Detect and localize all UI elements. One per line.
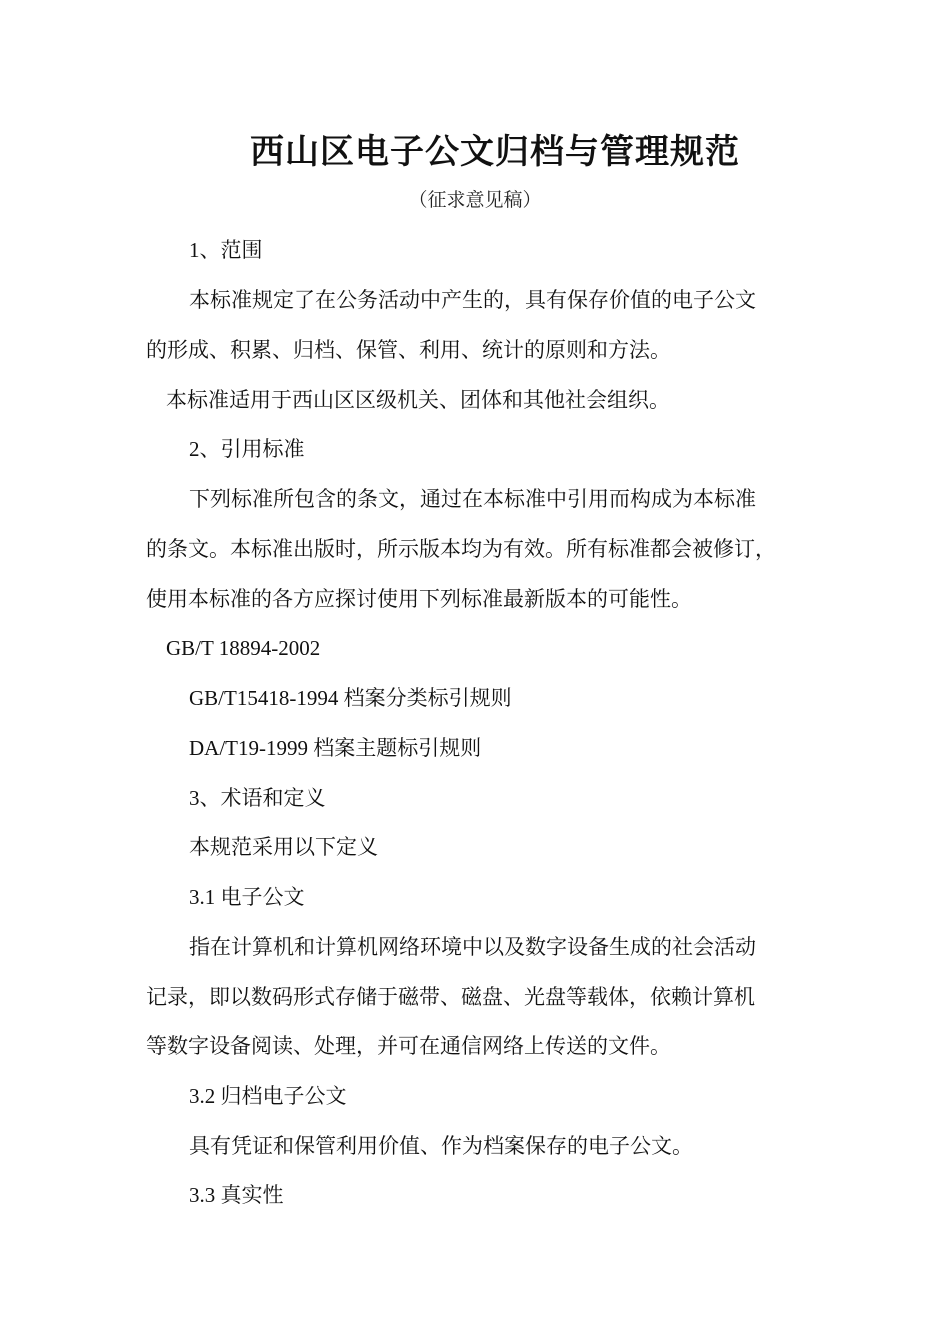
reference-item: GB/T15418-1994 档案分类标引规则 bbox=[189, 686, 512, 710]
paragraph-line: 指在计算机和计算机网络环境中以及数字设备生成的社会活动 bbox=[189, 935, 756, 959]
document-subtitle: （征求意见稿） bbox=[408, 189, 542, 211]
paragraph-line: 具有凭证和保管利用价值、作为档案保存的电子公文。 bbox=[189, 1134, 693, 1158]
section-heading-terms: 3、术语和定义 bbox=[189, 786, 326, 810]
paragraph-line: 记录，即以数码形式存储于磁带、磁盘、光盘等载体，依赖计算机 bbox=[146, 985, 755, 1009]
section-heading-references: 2、引用标准 bbox=[189, 437, 305, 461]
subsection-heading: 3.3 真实性 bbox=[189, 1183, 284, 1207]
paragraph-line: 使用本标准的各方应探讨使用下列标准最新版本的可能性。 bbox=[146, 587, 692, 611]
document-title: 西山区电子公文归档与管理规范 bbox=[250, 132, 740, 172]
reference-item: GB/T 18894-2002 bbox=[166, 636, 321, 660]
paragraph-line: 本标准适用于西山区区级机关、团体和其他社会组织。 bbox=[166, 388, 670, 412]
paragraph-line: 本标准规定了在公务活动中产生的，具有保存价值的电子公文 bbox=[189, 288, 756, 312]
reference-item: DA/T19-1999 档案主题标引规则 bbox=[189, 736, 482, 760]
paragraph-line: 本规范采用以下定义 bbox=[189, 835, 378, 859]
paragraph-line: 等数字设备阅读、处理，并可在通信网络上传送的文件。 bbox=[146, 1034, 671, 1058]
paragraph-line: 的形成、积累、归档、保管、利用、统计的原则和方法。 bbox=[146, 338, 671, 362]
section-heading-scope: 1、范围 bbox=[189, 238, 263, 262]
paragraph-line: 的条文。本标准出版时，所示版本均为有效。所有标准都会被修订， bbox=[146, 537, 776, 561]
subsection-heading: 3.1 电子公文 bbox=[189, 885, 305, 909]
subsection-heading: 3.2 归档电子公文 bbox=[189, 1084, 347, 1108]
paragraph-line: 下列标准所包含的条文，通过在本标准中引用而构成为本标准 bbox=[189, 487, 756, 511]
